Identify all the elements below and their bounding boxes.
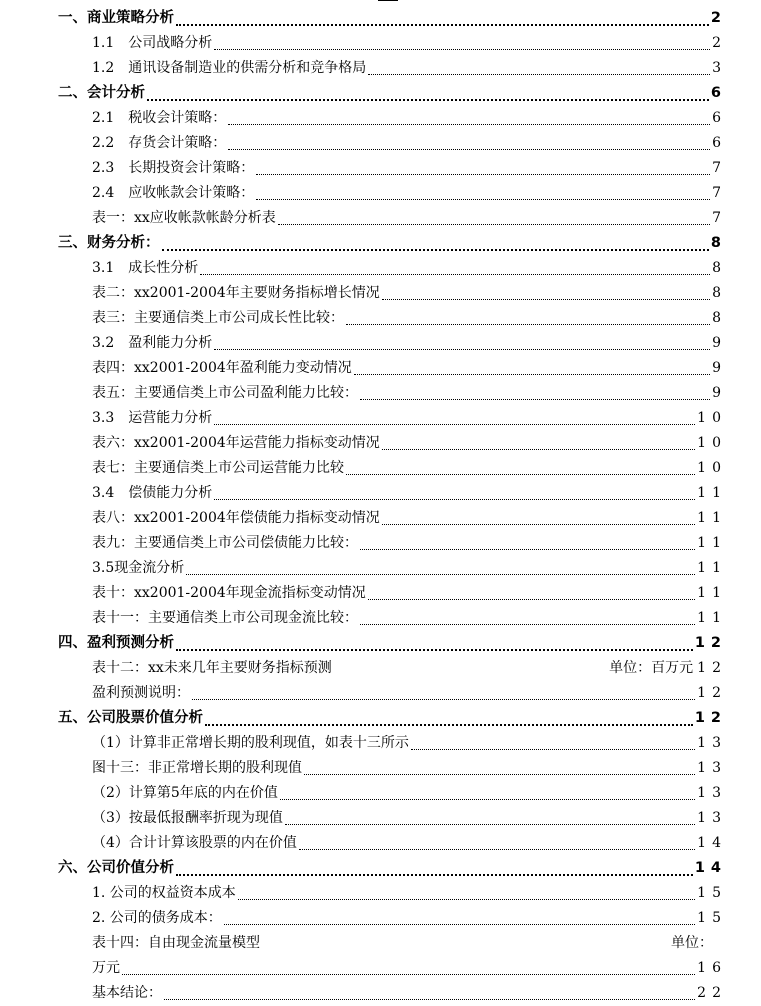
toc-dot-leader <box>205 724 693 726</box>
toc-entry-label: 2.3 长期投资会计策略： <box>92 160 255 176</box>
toc-subentry[interactable] <box>0 381 761 406</box>
toc-subentry[interactable] <box>0 881 761 906</box>
toc-entry-label: （1）计算非正常增长期的股利现值，如表十三所示 <box>92 735 409 751</box>
toc-dot-leader <box>360 399 710 400</box>
toc-subentry[interactable] <box>0 106 761 131</box>
toc-dot-leader <box>304 774 695 775</box>
toc-entry-label: 六、公司价值分析 <box>58 860 174 876</box>
toc-dot-leader <box>214 49 710 50</box>
toc-dot-leader <box>214 499 695 500</box>
toc-dot-leader <box>382 449 695 450</box>
toc-entry-label: 三、财务分析： <box>58 235 160 251</box>
table-of-contents <box>0 6 761 1006</box>
toc-section-entry[interactable] <box>0 706 761 731</box>
toc-dot-leader <box>299 849 695 850</box>
toc-dot-leader <box>346 324 710 325</box>
toc-subentry[interactable] <box>0 806 761 831</box>
toc-entry-label: 2. 公司的债务成本： <box>92 910 222 926</box>
toc-subentry[interactable] <box>0 531 761 556</box>
toc-dot-leader <box>228 124 710 125</box>
toc-page-number: 15 <box>697 910 727 926</box>
toc-entry-label: 表四：xx2001-2004年盈利能力变动情况 <box>92 360 352 376</box>
toc-page-number: 12 <box>694 710 727 726</box>
toc-page-number: 13 <box>697 760 727 776</box>
toc-entry-label: 表九：主要通信类上市公司偿债能力比较： <box>92 535 358 551</box>
toc-subentry[interactable] <box>0 331 761 356</box>
toc-dot-leader <box>162 249 709 251</box>
toc-entry-label: 二、会计分析 <box>58 85 145 101</box>
toc-entry-label: 3.5现金流分析 <box>92 560 185 576</box>
toc-entry-label: 2.2 存货会计策略： <box>92 135 227 151</box>
toc-entry-label: 3.2 盈利能力分析 <box>92 335 213 351</box>
toc-page-number: 7 <box>712 160 727 176</box>
toc-unit-note: 单位：百万元 <box>609 660 694 676</box>
toc-dot-leader <box>285 824 695 825</box>
toc-subentry[interactable] <box>0 306 761 331</box>
toc-page-number: 8 <box>712 260 727 276</box>
toc-page-number: 7 <box>712 185 727 201</box>
toc-page-number: 11 <box>697 485 727 501</box>
toc-page-number: 22 <box>697 985 727 1001</box>
toc-dot-leader <box>214 349 710 350</box>
toc-entry-label: 表三：主要通信类上市公司成长性比较： <box>92 310 344 326</box>
toc-page-number: 11 <box>697 610 727 626</box>
toc-entry-label: 表五：主要通信类上市公司盈利能力比较： <box>92 385 358 401</box>
toc-page-number: 10 <box>697 410 727 426</box>
toc-entry-label: 表十二：xx未来几年主要财务指标预测 <box>92 660 332 676</box>
toc-page-number: 14 <box>694 860 727 876</box>
toc-entry-label: 3.4 偿债能力分析 <box>92 485 213 501</box>
toc-subentry[interactable] <box>0 156 761 181</box>
toc-section-entry[interactable] <box>0 81 761 106</box>
toc-subentry[interactable] <box>0 931 761 956</box>
toc-page-number: 15 <box>697 885 727 901</box>
toc-entry-label: 表七：主要通信类上市公司运营能力比较 <box>92 460 344 476</box>
toc-page-number: 8 <box>712 285 727 301</box>
toc-entry-label: （4）合计计算该股票的内在价值 <box>92 835 297 851</box>
toc-dot-leader <box>346 474 695 475</box>
toc-page-number: 2 <box>712 35 727 51</box>
toc-entry-label: 1.2 通讯设备制造业的供需分析和竞争格局 <box>92 60 367 76</box>
toc-page-number: 12 <box>697 660 727 676</box>
toc-dot-leader <box>368 599 695 600</box>
toc-page-number: 6 <box>710 85 727 101</box>
toc-entry-label: 五、公司股票价值分析 <box>58 710 203 726</box>
toc-dot-leader <box>368 74 710 75</box>
toc-section-entry[interactable] <box>0 231 761 256</box>
toc-entry-label: 2.1 税收会计策略： <box>92 110 227 126</box>
toc-subentry[interactable] <box>0 431 761 456</box>
page-header-mark <box>378 0 398 4</box>
toc-dot-leader <box>382 524 695 525</box>
toc-page-number: 10 <box>697 435 727 451</box>
toc-dot-leader <box>382 299 710 300</box>
toc-dot-leader <box>256 174 710 175</box>
toc-page-number: 10 <box>697 460 727 476</box>
toc-subentry[interactable] <box>0 581 761 606</box>
toc-page-number: 13 <box>697 810 727 826</box>
toc-dot-leader <box>360 624 695 625</box>
toc-page-number: 3 <box>712 60 727 76</box>
toc-entry-label: 表十四：自由现金流量模型 <box>92 935 260 951</box>
toc-dot-leader <box>411 749 695 750</box>
toc-page-number: 16 <box>697 960 727 976</box>
toc-subentry[interactable] <box>0 56 761 81</box>
toc-dot-leader <box>122 974 695 975</box>
toc-entry-label: 2.4 应收帐款会计策略： <box>92 185 255 201</box>
toc-subentry[interactable] <box>0 406 761 431</box>
toc-unit-note: 单位： <box>671 935 713 951</box>
toc-subentry[interactable] <box>0 606 761 631</box>
toc-page-number: 9 <box>712 385 727 401</box>
toc-entry-label: 3.1 成长性分析 <box>92 260 199 276</box>
toc-subentry[interactable] <box>0 981 761 1006</box>
toc-page-number: 6 <box>712 110 727 126</box>
toc-subentry[interactable] <box>0 831 761 856</box>
toc-subentry[interactable] <box>0 31 761 56</box>
toc-page-number: 8 <box>712 310 727 326</box>
toc-entry-label: 1.1 公司战略分析 <box>92 35 213 51</box>
toc-dot-leader <box>200 274 710 275</box>
toc-subentry[interactable] <box>0 206 761 231</box>
toc-subentry[interactable] <box>0 356 761 381</box>
toc-entry-label: 表十：xx2001-2004年现金流指标变动情况 <box>92 585 366 601</box>
toc-entry-label: （2）计算第5年底的内在价值 <box>92 785 278 801</box>
toc-entry-label: 表一：xx应收帐款帐龄分析表 <box>92 210 276 226</box>
toc-entry-label: 表六：xx2001-2004年运营能力指标变动情况 <box>92 435 380 451</box>
toc-section-entry[interactable] <box>0 6 761 31</box>
toc-dot-leader <box>164 999 695 1000</box>
toc-subentry[interactable] <box>0 731 761 756</box>
toc-section-entry[interactable] <box>0 631 761 656</box>
toc-subentry[interactable] <box>0 781 761 806</box>
toc-entry-label: 图十三：非正常增长期的股利现值 <box>92 760 302 776</box>
toc-dot-leader <box>256 199 710 200</box>
toc-page-number: 7 <box>712 210 727 226</box>
toc-page-number: 11 <box>697 510 727 526</box>
toc-page-number: 11 <box>697 585 727 601</box>
toc-dot-leader <box>147 99 709 101</box>
toc-entry-label: 盈利预测说明： <box>92 685 190 701</box>
toc-page-number: 13 <box>697 785 727 801</box>
toc-page-number: 8 <box>710 235 727 251</box>
toc-subentry[interactable] <box>0 506 761 531</box>
toc-page-number: 2 <box>710 10 727 26</box>
toc-subentry[interactable] <box>0 956 761 981</box>
toc-subentry[interactable] <box>0 481 761 506</box>
toc-page-number: 12 <box>697 685 727 701</box>
toc-entry-label: 3.3 运营能力分析 <box>92 410 213 426</box>
toc-entry-label: 基本结论： <box>92 985 162 1001</box>
toc-page-number: 9 <box>712 360 727 376</box>
toc-dot-leader <box>278 224 710 225</box>
toc-subentry[interactable] <box>0 556 761 581</box>
toc-dot-leader <box>238 899 695 900</box>
toc-dot-leader <box>176 649 693 651</box>
toc-entry-label: 表十一：主要通信类上市公司现金流比较： <box>92 610 358 626</box>
toc-subentry[interactable] <box>0 906 761 931</box>
toc-dot-leader <box>360 549 695 550</box>
toc-subentry[interactable] <box>0 131 761 156</box>
toc-dot-leader <box>186 574 695 575</box>
toc-entry-label: 一、商业策略分析 <box>58 10 174 26</box>
toc-page-number: 12 <box>694 635 727 651</box>
toc-page-number: 13 <box>697 735 727 751</box>
toc-dot-leader <box>354 374 710 375</box>
toc-dot-leader <box>176 874 693 876</box>
toc-page-number: 11 <box>697 560 727 576</box>
toc-subentry[interactable] <box>0 756 761 781</box>
toc-entry-label: 四、盈利预测分析 <box>58 635 174 651</box>
toc-page-number: 9 <box>712 335 727 351</box>
toc-entry-label: 表八：xx2001-2004年偿债能力指标变动情况 <box>92 510 380 526</box>
toc-subentry[interactable] <box>0 456 761 481</box>
toc-dot-leader <box>192 699 695 700</box>
toc-entry-label: （3）按最低报酬率折现为现值 <box>92 810 283 826</box>
toc-dot-leader <box>280 799 695 800</box>
toc-subentry[interactable] <box>0 681 761 706</box>
toc-dot-leader <box>214 424 695 425</box>
toc-entry-label: 1. 公司的权益资本成本 <box>92 885 236 901</box>
toc-subentry[interactable] <box>0 656 761 681</box>
toc-page-number: 11 <box>697 535 727 551</box>
toc-dot-leader <box>224 924 695 925</box>
toc-subentry[interactable] <box>0 281 761 306</box>
toc-dot-leader <box>228 149 710 150</box>
toc-page-number: 14 <box>697 835 727 851</box>
toc-section-entry[interactable] <box>0 856 761 881</box>
toc-entry-label: 表二：xx2001-2004年主要财务指标增长情况 <box>92 285 380 301</box>
toc-page-number: 6 <box>712 135 727 151</box>
toc-entry-label: 万元 <box>92 960 120 976</box>
toc-subentry[interactable] <box>0 256 761 281</box>
toc-subentry[interactable] <box>0 181 761 206</box>
toc-dot-leader <box>176 24 709 26</box>
